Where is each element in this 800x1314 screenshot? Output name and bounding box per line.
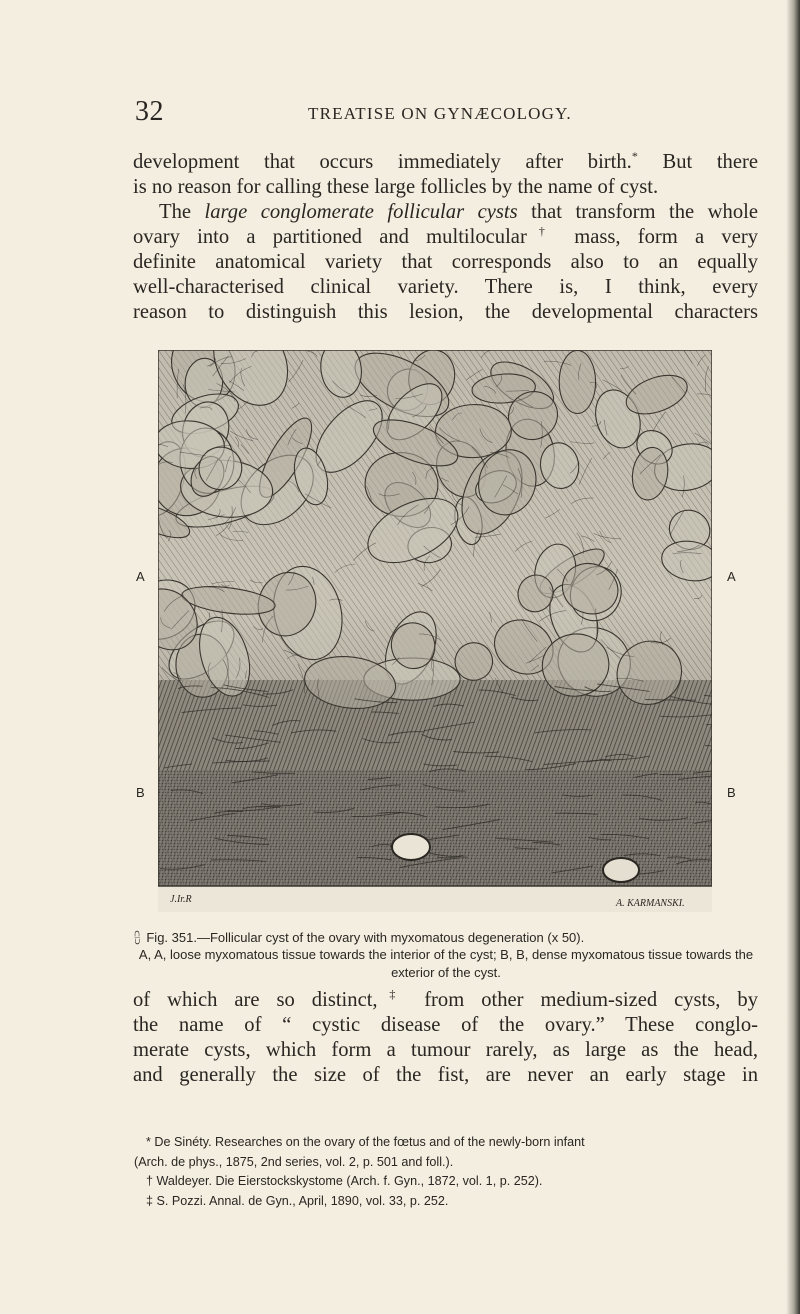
- footnote: ‡ S. Pozzi. Annal. de Gyn., April, 1890, vol. 33, p. 252.: [146, 1193, 449, 1208]
- figure-caption-title: [134, 928, 758, 947]
- text-line: well-characterised clinical variety. There is, I think, every: [133, 276, 758, 298]
- caption-title-text: —Follicular cyst of the ovary with myxomatous degeneration (x 50).: [196, 930, 585, 945]
- footnote-mark: †: [526, 224, 557, 239]
- text-line: of which are so distinct,‡ from other medium-sized cysts, by: [133, 987, 759, 1011]
- figure-artist-signature: A. KARMANSKI.: [616, 898, 685, 909]
- histology-figure: [158, 350, 712, 912]
- text-line: the name of “ cystic disease of the ovary.” These conglo-: [133, 1014, 758, 1036]
- text-line: and generally the size of the fist, are never an early stage in: [133, 1064, 758, 1086]
- caption-number: Fig. 351.: [146, 930, 197, 945]
- text-line: ovary into a partitioned and multilocular† mass, form a very: [133, 224, 758, 248]
- footnote: * De Sinéty. Researches on the ovary of the fœtus and of the newly-born infant: [146, 1135, 585, 1149]
- footnotes: [134, 1133, 764, 1211]
- text-line: reason to distinguish this lesion, the developmental characters: [133, 301, 758, 323]
- text-line: definite anatomical variety that corresponds also to an equally: [133, 251, 758, 273]
- vessel-lumen: [603, 858, 639, 882]
- running-header: TREATISE ON GYNÆCOLOGY.: [308, 104, 572, 123]
- page-number: 32: [135, 96, 164, 127]
- text-line: development that occurs immediately after birth.* But there: [133, 149, 758, 173]
- figure-label-b-right: B: [727, 785, 736, 800]
- text-line: The large conglomerate follicular cysts that transform the whole: [159, 201, 758, 223]
- figure-label-a-right: A: [727, 569, 736, 584]
- text-line: is no reason for calling these large follicles by the name of cyst.: [133, 176, 659, 198]
- page-edge-shadow: [786, 0, 800, 1314]
- footnote: † Waldeyer. Die Eierstockskystome (Arch. f. Gyn., 1872, vol. 1, p. 252).: [146, 1174, 543, 1188]
- footnote: (Arch. de phys., 1875, 2nd series, vol. 2, p. 501 and foll.).: [134, 1154, 454, 1169]
- vessel-lumen: [392, 834, 430, 860]
- paragraph-bottom: [133, 988, 758, 1088]
- footnote-mark: ‡: [377, 987, 408, 1002]
- text-line: merate cysts, which form a tumour rarely, as large as the head,: [133, 1039, 758, 1061]
- caption-marker-icon: ⩉: [134, 929, 141, 945]
- footnote-mark: *: [631, 149, 638, 164]
- histology-engraving: [158, 350, 712, 912]
- italic-term: large conglomerate follicular cysts: [204, 201, 518, 223]
- figure-engraver-credit: J.Ir.R: [170, 894, 192, 905]
- tissue-lobule: [559, 351, 595, 414]
- figure-caption-body: A, A, loose myxomatous tissue towards the interior of the cyst; B, B, dense myxomatous tissue towards the exterior of the cyst.: [138, 947, 754, 980]
- paragraph-top: [133, 150, 758, 325]
- figure-label-a-left: A: [136, 569, 145, 584]
- figure-label-b-left: B: [136, 785, 145, 800]
